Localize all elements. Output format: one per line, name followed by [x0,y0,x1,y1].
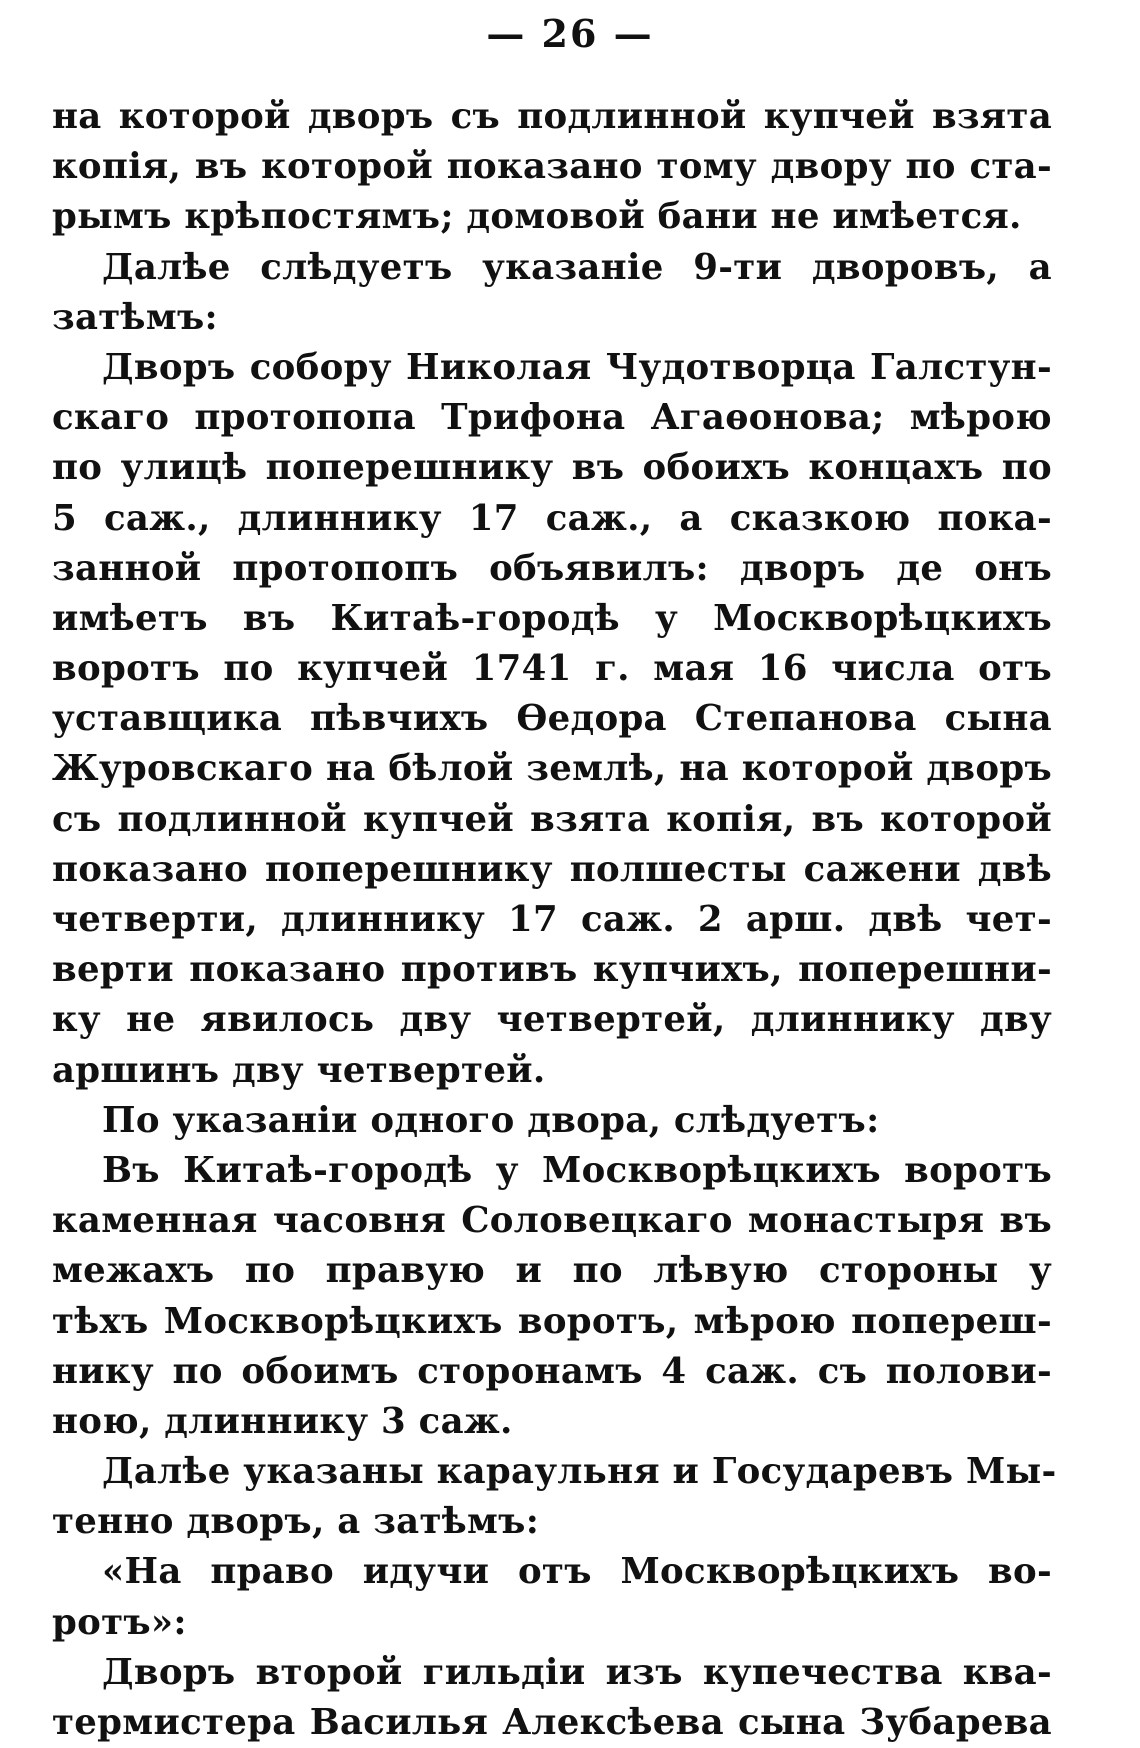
text-line: ротъ»: [52,1601,187,1643]
text-line: Дворъ собору Николая Чудотворца Галстун- [102,346,1052,388]
text-line: аршинъ дву четвертей. [52,1049,546,1091]
text-line: ку не явилось дву четвертей, длиннику дву [52,999,1052,1041]
text-line: затѣмъ: [52,296,218,338]
text-line: копія, въ которой показано тому двору по ста- [52,146,1052,188]
text-line: Далѣе слѣдуетъ указаніе 9-ти дворовъ, а [102,246,1052,288]
text-line: скаго протопопа Трифона Агаѳонова; мѣрою [52,397,1052,439]
text-line: на которой дворъ съ подлинной купчей взята [52,96,1052,137]
text-line: тенно дворъ, а затѣмъ: [52,1501,540,1543]
text-line: нику по обоимъ сторонамъ 4 саж. съ полови- [52,1350,1052,1392]
text-line: ною, длиннику 3 саж. [52,1400,513,1442]
text-line: уставщика пѣвчихъ Ѳедора Степанова сына [52,698,1052,740]
text-line: рымъ крѣпостямъ; домовой бани не имѣется. [52,196,1022,238]
text-line: четверти, длиннику 17 саж. 2 арш. двѣ чет- [52,899,1052,940]
text-line: Журовскаго на бѣлой землѣ, на которой дворъ [52,748,1052,790]
text-line: термистера Василья Алексѣева сына Зубарева [52,1702,1052,1743]
text-line: по улицѣ поперешнику въ обоихъ концахъ по [52,447,1052,489]
text-line: Въ Китаѣ-городѣ у Москворѣцкихъ воротъ [102,1149,1052,1191]
text-line: «На право идучи отъ Москворѣцкихъ во- [102,1551,1052,1593]
text-line: 5 саж., длиннику 17 саж., а сказкою пока- [52,497,1052,539]
body-text [52,92,1057,1748]
text-line: занной протопопъ объявилъ: дворъ де онъ [52,547,1052,589]
page-number: — 26 — [486,11,654,56]
text-line: каменная часовня Соловецкаго монастыря въ [52,1200,1052,1242]
text-line: съ подлинной купчей взята копія, въ которой [52,798,1052,840]
text-line: имѣетъ въ Китаѣ-городѣ у Москворѣцкихъ [52,597,1052,639]
text-line: показано поперешнику полшесты сажени двѣ [52,848,1052,890]
text-line: межахъ по правую и по лѣвую стороны у [52,1250,1052,1292]
text-line: Далѣе указаны караульня и Государевъ Мы- [102,1451,1057,1493]
text-line: Дворъ второй гильдіи изъ купечества ква- [102,1651,1052,1693]
text-line: тѣхъ Москворѣцкихъ воротъ, мѣрою попереш- [52,1300,1052,1342]
text-line: воротъ по купчей 1741 г. мая 16 числа отъ [52,648,1052,690]
text-line: По указаніи одного двора, слѣдуетъ: [102,1099,880,1141]
text-line: верти показано противъ купчихъ, поперешни- [52,949,1052,991]
